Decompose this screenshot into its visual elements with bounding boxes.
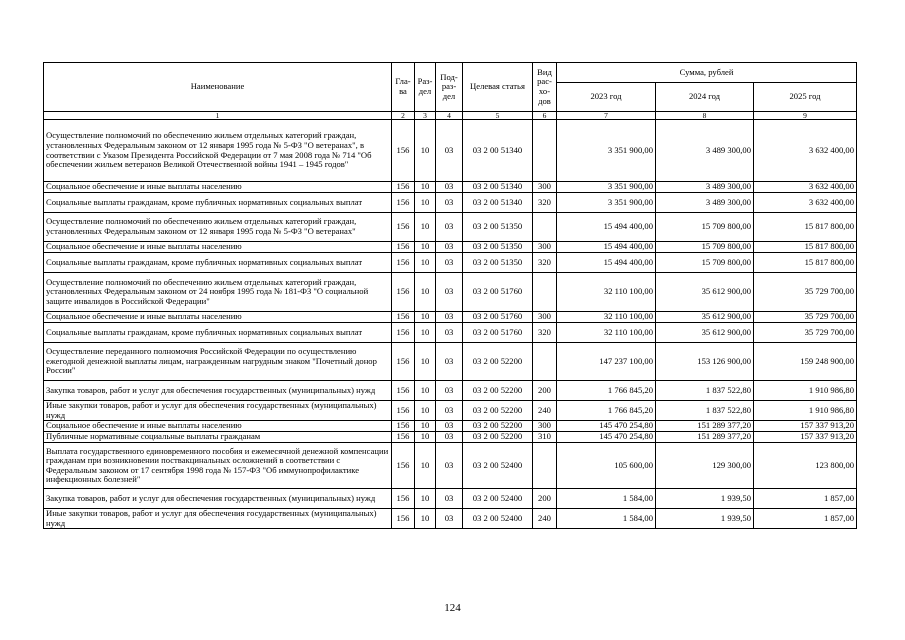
row-name: Выплата государственного единовременного пособия и ежемесячной денежной компенсации гражданам при возникновении поствакцинальных осложнений в соответствии с Федеральным законом от 17 сентября 1998 года № 157-ФЗ "Об иммунопрофилактике инфекционных болезней"	[44, 443, 392, 489]
row-sum-2025: 1 857,00	[754, 489, 857, 509]
row-sum-2025: 1 910 986,80	[754, 401, 857, 421]
row-vid	[533, 120, 557, 182]
table-row	[44, 213, 857, 242]
row-sum-2024: 151 289 377,20	[656, 421, 754, 432]
row-podrazdel: 03	[436, 242, 463, 253]
row-sum-2025: 15 817 800,00	[754, 242, 857, 253]
header-year-2023: 2023 год	[557, 83, 656, 112]
row-target: 03 2 00 51340	[463, 193, 533, 213]
row-razdel: 10	[415, 273, 436, 312]
row-glava: 156	[392, 443, 415, 489]
row-vid: 240	[533, 401, 557, 421]
row-sum-2023: 15 494 400,00	[557, 242, 656, 253]
row-sum-2025: 1 857,00	[754, 509, 857, 529]
table-row	[44, 401, 857, 421]
row-podrazdel: 03	[436, 312, 463, 323]
row-glava: 156	[392, 120, 415, 182]
row-vid: 320	[533, 323, 557, 343]
row-razdel: 10	[415, 213, 436, 242]
row-razdel: 10	[415, 401, 436, 421]
row-glava: 156	[392, 343, 415, 381]
row-name: Осуществление полномочий по обеспечению жильем отдельных категорий граждан, установленных Федеральным законом от 12 января 1995 года № 5-ФЗ "О ветеранах", в соответствии с Указом Президента Российской Федерации от 7 мая 2008 года № 714 "Об обеспечении жильем ветеранов Великой Отечественной войны 1941 – 1945 годов"	[44, 120, 392, 182]
row-podrazdel: 03	[436, 443, 463, 489]
row-sum-2024: 15 709 800,00	[656, 253, 754, 273]
row-name: Осуществление переданного полномочия Российской Федерации по осуществлению ежегодной денежной выплаты лицам, награжденным нагрудным знаком "Почетный донор России"	[44, 343, 392, 381]
row-name: Социальные выплаты гражданам, кроме публичных нормативных социальных выплат	[44, 193, 392, 213]
row-glava: 156	[392, 213, 415, 242]
row-sum-2024: 35 612 900,00	[656, 323, 754, 343]
row-vid: 300	[533, 421, 557, 432]
row-name: Социальное обеспечение и иные выплаты населению	[44, 421, 392, 432]
row-sum-2024: 35 612 900,00	[656, 273, 754, 312]
header-target: Целевая статья	[463, 63, 533, 112]
row-razdel: 10	[415, 343, 436, 381]
row-vid: 310	[533, 432, 557, 443]
column-number: 7	[557, 112, 656, 120]
row-podrazdel: 03	[436, 253, 463, 273]
row-podrazdel: 03	[436, 401, 463, 421]
row-target: 03 2 00 51350	[463, 242, 533, 253]
row-sum-2024: 35 612 900,00	[656, 312, 754, 323]
row-vid: 200	[533, 489, 557, 509]
row-target: 03 2 00 51350	[463, 213, 533, 242]
row-podrazdel: 03	[436, 343, 463, 381]
column-number: 2	[392, 112, 415, 120]
row-sum-2025: 3 632 400,00	[754, 120, 857, 182]
row-name: Иные закупки товаров, работ и услуг для обеспечения государственных (муниципальных) нужд	[44, 401, 392, 421]
row-glava: 156	[392, 182, 415, 193]
row-sum-2024: 1 939,50	[656, 489, 754, 509]
row-sum-2023: 147 237 100,00	[557, 343, 656, 381]
row-name: Социальное обеспечение и иные выплаты населению	[44, 242, 392, 253]
row-sum-2024: 3 489 300,00	[656, 193, 754, 213]
row-target: 03 2 00 51760	[463, 312, 533, 323]
row-vid: 300	[533, 182, 557, 193]
row-sum-2025: 35 729 700,00	[754, 273, 857, 312]
row-sum-2024: 151 289 377,20	[656, 432, 754, 443]
table-row	[44, 273, 857, 312]
column-number: 8	[656, 112, 754, 120]
row-razdel: 10	[415, 432, 436, 443]
table-row	[44, 381, 857, 401]
row-target: 03 2 00 52400	[463, 443, 533, 489]
row-vid	[533, 273, 557, 312]
row-glava: 156	[392, 381, 415, 401]
row-podrazdel: 03	[436, 120, 463, 182]
row-sum-2025: 35 729 700,00	[754, 312, 857, 323]
row-sum-2024: 15 709 800,00	[656, 213, 754, 242]
row-razdel: 10	[415, 253, 436, 273]
column-number: 1	[44, 112, 392, 120]
row-sum-2025: 15 817 800,00	[754, 213, 857, 242]
column-number: 9	[754, 112, 857, 120]
row-sum-2025: 1 910 986,80	[754, 381, 857, 401]
row-razdel: 10	[415, 193, 436, 213]
row-target: 03 2 00 51340	[463, 182, 533, 193]
row-sum-2023: 32 110 100,00	[557, 323, 656, 343]
row-sum-2025: 35 729 700,00	[754, 323, 857, 343]
row-target: 03 2 00 52400	[463, 489, 533, 509]
row-sum-2025: 3 632 400,00	[754, 182, 857, 193]
row-glava: 156	[392, 242, 415, 253]
row-target: 03 2 00 52400	[463, 509, 533, 529]
row-glava: 156	[392, 421, 415, 432]
row-name: Социальные выплаты гражданам, кроме публичных нормативных социальных выплат	[44, 253, 392, 273]
row-sum-2024: 1 837 522,80	[656, 381, 754, 401]
column-number-row	[44, 112, 857, 120]
page-number: 124	[444, 602, 461, 614]
row-sum-2023: 3 351 900,00	[557, 182, 656, 193]
header-sum: Сумма, рублей	[557, 63, 857, 83]
row-glava: 156	[392, 193, 415, 213]
row-razdel: 10	[415, 509, 436, 529]
row-sum-2023: 145 470 254,80	[557, 432, 656, 443]
row-sum-2023: 15 494 400,00	[557, 253, 656, 273]
row-vid	[533, 443, 557, 489]
table-row	[44, 509, 857, 529]
row-name: Социальное обеспечение и иные выплаты населению	[44, 182, 392, 193]
row-glava: 156	[392, 312, 415, 323]
row-name: Социальное обеспечение и иные выплаты населению	[44, 312, 392, 323]
row-target: 03 2 00 52200	[463, 343, 533, 381]
row-sum-2025: 3 632 400,00	[754, 193, 857, 213]
row-sum-2023: 15 494 400,00	[557, 213, 656, 242]
row-sum-2025: 157 337 913,20	[754, 421, 857, 432]
row-name: Иные закупки товаров, работ и услуг для обеспечения государственных (муниципальных) нужд	[44, 509, 392, 529]
row-target: 03 2 00 51760	[463, 273, 533, 312]
row-sum-2023: 3 351 900,00	[557, 193, 656, 213]
table-row	[44, 193, 857, 213]
row-razdel: 10	[415, 182, 436, 193]
row-razdel: 10	[415, 242, 436, 253]
row-vid	[533, 343, 557, 381]
row-sum-2025: 157 337 913,20	[754, 432, 857, 443]
row-razdel: 10	[415, 312, 436, 323]
row-sum-2024: 3 489 300,00	[656, 120, 754, 182]
row-sum-2025: 159 248 900,00	[754, 343, 857, 381]
column-number: 4	[436, 112, 463, 120]
row-sum-2025: 123 800,00	[754, 443, 857, 489]
row-sum-2025: 15 817 800,00	[754, 253, 857, 273]
row-target: 03 2 00 52200	[463, 432, 533, 443]
row-sum-2023: 3 351 900,00	[557, 120, 656, 182]
row-name: Осуществление полномочий по обеспечению жильем отдельных категорий граждан, установленных Федеральным законом от 24 ноября 1995 года № 181-ФЗ "О социальной защите инвалидов в Российской Федерации"	[44, 273, 392, 312]
column-number: 3	[415, 112, 436, 120]
row-podrazdel: 03	[436, 213, 463, 242]
table-body	[44, 112, 857, 529]
row-target: 03 2 00 51350	[463, 253, 533, 273]
row-vid: 240	[533, 509, 557, 529]
table-row	[44, 120, 857, 182]
row-vid: 300	[533, 242, 557, 253]
row-sum-2023: 1 766 845,20	[557, 401, 656, 421]
row-target: 03 2 00 52200	[463, 421, 533, 432]
row-podrazdel: 03	[436, 432, 463, 443]
row-sum-2024: 1 939,50	[656, 509, 754, 529]
row-vid	[533, 213, 557, 242]
header-year-2025: 2025 год	[754, 83, 857, 112]
row-name: Осуществление полномочий по обеспечению жильем отдельных категорий граждан, установленных Федеральным законом от 12 января 1995 года № 5-ФЗ "О ветеранах"	[44, 213, 392, 242]
header-glava: Гла-ва	[392, 63, 415, 112]
row-podrazdel: 03	[436, 421, 463, 432]
row-sum-2023: 1 584,00	[557, 489, 656, 509]
row-glava: 156	[392, 489, 415, 509]
row-vid: 320	[533, 193, 557, 213]
row-podrazdel: 03	[436, 193, 463, 213]
table-row	[44, 432, 857, 443]
row-name: Закупка товаров, работ и услуг для обеспечения государственных (муниципальных) нужд	[44, 381, 392, 401]
row-glava: 156	[392, 401, 415, 421]
row-name: Закупка товаров, работ и услуг для обеспечения государственных (муниципальных) нужд	[44, 489, 392, 509]
row-podrazdel: 03	[436, 381, 463, 401]
table-row	[44, 182, 857, 193]
row-podrazdel: 03	[436, 489, 463, 509]
table-row	[44, 253, 857, 273]
row-sum-2024: 15 709 800,00	[656, 242, 754, 253]
row-razdel: 10	[415, 421, 436, 432]
row-sum-2024: 1 837 522,80	[656, 401, 754, 421]
row-podrazdel: 03	[436, 182, 463, 193]
row-glava: 156	[392, 253, 415, 273]
table-row	[44, 421, 857, 432]
row-razdel: 10	[415, 120, 436, 182]
row-razdel: 10	[415, 323, 436, 343]
row-target: 03 2 00 51760	[463, 323, 533, 343]
header-vid: Вид рас-хо-дов	[533, 63, 557, 112]
row-glava: 156	[392, 323, 415, 343]
row-glava: 156	[392, 273, 415, 312]
row-vid: 200	[533, 381, 557, 401]
row-sum-2024: 3 489 300,00	[656, 182, 754, 193]
row-vid: 320	[533, 253, 557, 273]
table-row	[44, 323, 857, 343]
row-glava: 156	[392, 509, 415, 529]
row-name: Социальные выплаты гражданам, кроме публичных нормативных социальных выплат	[44, 323, 392, 343]
row-razdel: 10	[415, 443, 436, 489]
row-podrazdel: 03	[436, 509, 463, 529]
table-row	[44, 312, 857, 323]
row-name: Публичные нормативные социальные выплаты гражданам	[44, 432, 392, 443]
row-sum-2024: 129 300,00	[656, 443, 754, 489]
row-sum-2023: 105 600,00	[557, 443, 656, 489]
header-year-2024: 2024 год	[656, 83, 754, 112]
column-number: 5	[463, 112, 533, 120]
row-sum-2023: 32 110 100,00	[557, 312, 656, 323]
row-razdel: 10	[415, 489, 436, 509]
column-number: 6	[533, 112, 557, 120]
table-row	[44, 489, 857, 509]
table-row	[44, 343, 857, 381]
header-name: Наименование	[44, 63, 392, 112]
row-sum-2023: 32 110 100,00	[557, 273, 656, 312]
row-target: 03 2 00 52200	[463, 401, 533, 421]
row-podrazdel: 03	[436, 273, 463, 312]
row-sum-2023: 1 584,00	[557, 509, 656, 529]
row-target: 03 2 00 51340	[463, 120, 533, 182]
row-vid: 300	[533, 312, 557, 323]
row-sum-2023: 1 766 845,20	[557, 381, 656, 401]
row-target: 03 2 00 52200	[463, 381, 533, 401]
table-row	[44, 242, 857, 253]
header-podrazdel: Под-раз-дел	[436, 63, 463, 112]
table-row	[44, 443, 857, 489]
row-glava: 156	[392, 432, 415, 443]
row-sum-2023: 145 470 254,80	[557, 421, 656, 432]
header-razdel: Раз-дел	[415, 63, 436, 112]
row-podrazdel: 03	[436, 323, 463, 343]
budget-table	[43, 62, 857, 529]
row-razdel: 10	[415, 381, 436, 401]
row-sum-2024: 153 126 900,00	[656, 343, 754, 381]
